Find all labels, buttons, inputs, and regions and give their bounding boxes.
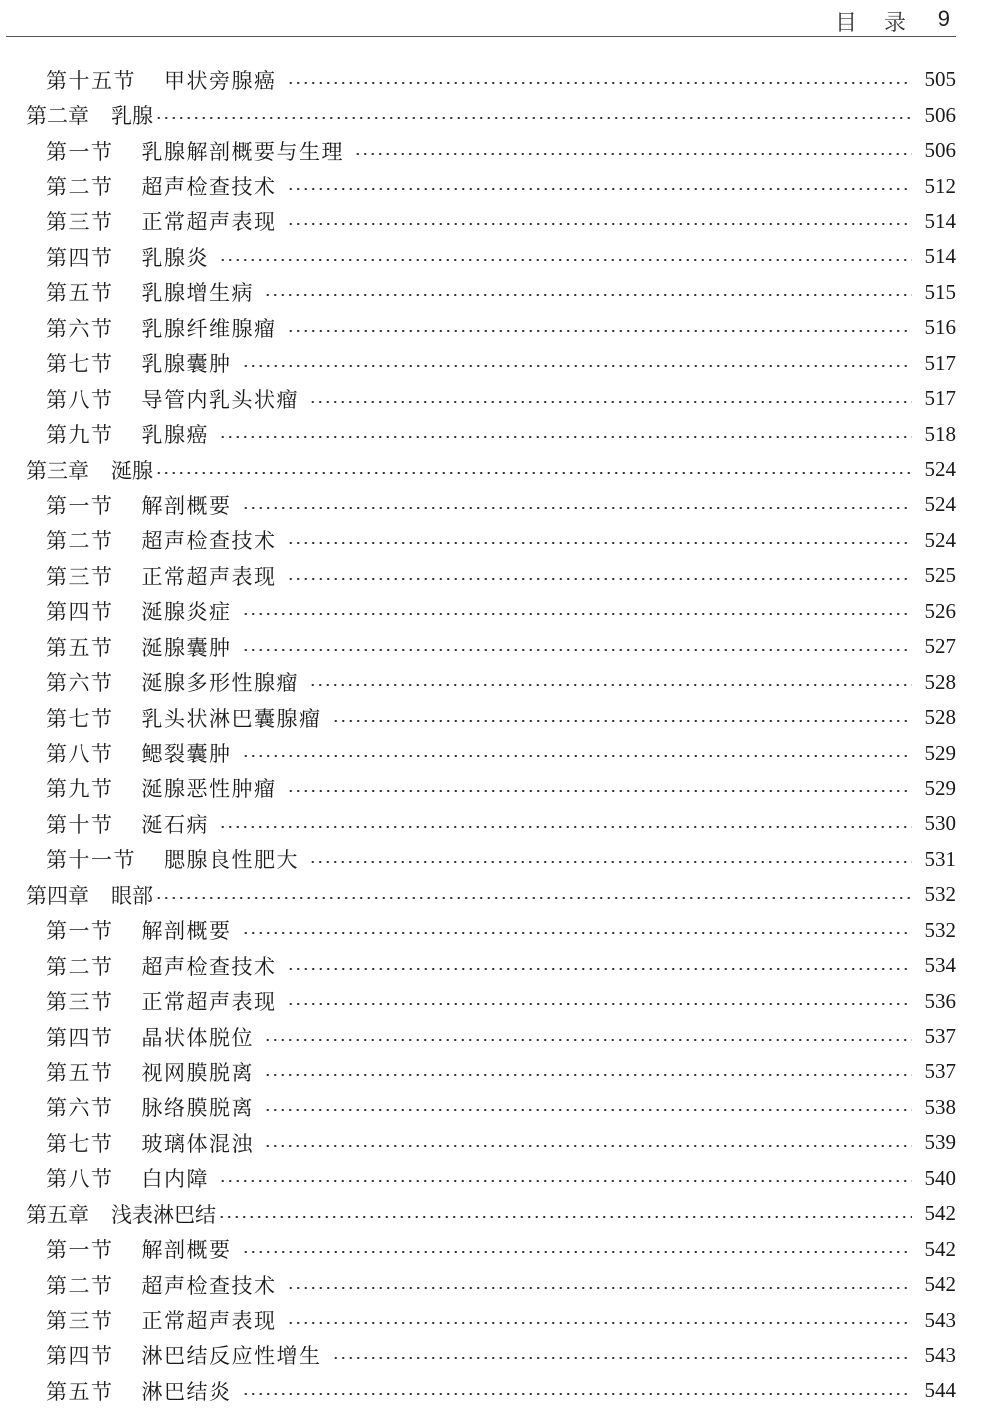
toc-entry-label: [46, 1022, 254, 1052]
toc-entry-label: [46, 1163, 209, 1193]
toc-entry-page-number: 542: [924, 1201, 956, 1226]
toc-entry-title: 鳃裂囊肿: [141, 742, 232, 767]
toc-entry-title: 视网膜脱离: [141, 1060, 254, 1085]
toc-entry-title: 解剖概要: [141, 493, 232, 518]
toc-section-entry[interactable]: [0, 487, 956, 522]
toc-entry-page-number: 518: [924, 421, 956, 446]
toc-section-entry[interactable]: [0, 133, 956, 168]
toc-entry-page-number: 517: [924, 386, 956, 411]
toc-entry-title: 涎腺囊肿: [141, 635, 232, 660]
toc-section-entry[interactable]: [0, 983, 956, 1018]
dot-leader: [219, 1180, 912, 1182]
toc-entry-number: 第七节: [46, 352, 114, 377]
toc-entry-title: 解剖概要: [141, 1238, 232, 1263]
toc-entry-label: [46, 171, 277, 201]
toc-entry-title: 乳腺炎: [141, 245, 209, 270]
toc-entry-title: 眼部: [111, 883, 153, 908]
toc-section-entry[interactable]: [0, 1267, 956, 1302]
toc-entry-page-number: 534: [924, 953, 956, 978]
toc-entry-label: [46, 773, 277, 803]
toc-entry-label: [46, 1270, 277, 1300]
toc-entry-title: 超声检查技术: [141, 954, 277, 979]
toc-entry-title: 腮腺良性肥大: [164, 848, 299, 873]
dot-leader: [264, 1074, 912, 1076]
toc-entry-page-number: 506: [924, 138, 956, 163]
toc-entry-number: 第三节: [46, 564, 114, 589]
toc-entry-title: 超声检查技术: [141, 1273, 277, 1298]
dot-leader: [287, 1287, 913, 1289]
toc-section-entry[interactable]: [0, 1090, 956, 1125]
toc-entry-label: [46, 206, 277, 236]
toc-entry-title: 涎石病: [141, 812, 209, 837]
toc-entry-label: [46, 809, 209, 839]
header-page-number: 9: [937, 6, 950, 31]
toc-entry-number: 第二节: [46, 1273, 114, 1298]
dot-leader: [155, 472, 912, 474]
toc-entry-title: 涎腺恶性肿瘤: [141, 777, 277, 802]
toc-entry-number: 第四节: [46, 1025, 114, 1050]
toc-entry-title: 淋巴结炎: [141, 1379, 232, 1404]
toc-entry-page-number: 528: [924, 669, 956, 694]
dot-leader: [218, 1216, 912, 1218]
dot-leader: [219, 259, 912, 261]
toc-entry-title: 晶状体脱位: [141, 1025, 254, 1050]
toc-entry-page-number: 514: [924, 208, 956, 233]
dot-leader: [332, 1357, 913, 1359]
table-of-contents: [0, 62, 1000, 1409]
toc-entry-number: 第九节: [46, 423, 114, 448]
toc-entry-page-number: 543: [924, 1342, 956, 1367]
toc-entry-label: [26, 455, 153, 485]
toc-section-entry[interactable]: [0, 1161, 956, 1196]
dot-leader: [242, 613, 913, 615]
toc-entry-number: 第四节: [46, 245, 114, 270]
dot-leader: [287, 1322, 913, 1324]
toc-entry-label: [46, 1092, 254, 1122]
toc-entry-page-number: 517: [924, 350, 956, 375]
dot-leader: [287, 188, 913, 190]
toc-section-entry[interactable]: [0, 948, 956, 983]
toc-entry-page-number: 532: [924, 917, 956, 942]
toc-entry-number: 第四章: [26, 883, 89, 908]
toc-entry-title: 正常超声表现: [141, 990, 277, 1015]
toc-entry-number: 第八节: [46, 1167, 114, 1192]
toc-section-entry[interactable]: [0, 381, 956, 416]
toc-entry-number: 第五节: [46, 635, 114, 660]
toc-entry-title: 超声检查技术: [141, 529, 277, 554]
toc-entry-page-number: 529: [924, 740, 956, 765]
toc-entry-title: 乳腺增生病: [141, 281, 254, 306]
dot-leader: [242, 932, 913, 934]
toc-entry-page-number: 514: [924, 244, 956, 269]
toc-chapter-entry[interactable]: [0, 877, 956, 912]
toc-entry-page-number: 536: [924, 988, 956, 1013]
dot-leader: [354, 153, 912, 155]
toc-entry-page-number: 538: [924, 1094, 956, 1119]
toc-section-entry[interactable]: [0, 239, 956, 274]
dot-leader: [242, 649, 913, 651]
toc-entry-page-number: 531: [924, 846, 956, 871]
toc-entry-number: 第五节: [46, 1060, 114, 1085]
toc-entry-number: 第三章: [26, 458, 89, 483]
toc-entry-label: [46, 738, 232, 768]
toc-entry-label: [46, 951, 277, 981]
dot-leader: [155, 897, 912, 899]
dot-leader: [264, 294, 912, 296]
dot-leader: [242, 1251, 913, 1253]
toc-entry-number: 第五节: [46, 281, 114, 306]
toc-entry-label: [46, 915, 232, 945]
running-header: [0, 0, 1000, 38]
toc-section-entry[interactable]: [0, 558, 956, 593]
toc-entry-page-number: 539: [924, 1130, 956, 1155]
toc-entry-label: [46, 384, 299, 414]
toc-entry-number: 第二章: [26, 104, 89, 129]
dot-leader: [264, 1039, 912, 1041]
toc-section-entry[interactable]: [0, 168, 956, 203]
toc-entry-page-number: 524: [924, 457, 956, 482]
toc-section-entry[interactable]: [0, 62, 956, 97]
toc-section-entry[interactable]: [0, 1125, 956, 1160]
toc-section-entry[interactable]: [0, 700, 956, 735]
toc-entry-page-number: 515: [924, 279, 956, 304]
toc-entry-label: [46, 667, 299, 697]
toc-entry-label: [46, 1057, 254, 1087]
toc-entry-page-number: 506: [924, 102, 956, 127]
toc-entry-number: 第六节: [46, 316, 114, 341]
toc-section-entry[interactable]: [0, 346, 956, 381]
dot-leader: [287, 330, 913, 332]
toc-entry-number: 第三节: [46, 210, 114, 235]
dot-leader: [309, 861, 912, 863]
toc-section-entry[interactable]: [0, 1231, 956, 1266]
dot-leader: [287, 1003, 913, 1005]
toc-entry-number: 第十五节: [46, 68, 136, 93]
dot-leader: [287, 542, 913, 544]
toc-entry-number: 第三节: [46, 990, 114, 1015]
toc-section-entry[interactable]: [0, 664, 956, 699]
header-rule: [6, 36, 956, 37]
toc-entry-number: 第四节: [46, 600, 114, 625]
toc-chapter-entry[interactable]: [0, 97, 956, 132]
toc-entry-label: [46, 65, 277, 95]
toc-entry-title: 涎腺多形性腺瘤: [141, 671, 299, 696]
toc-entry-title: 玻璃体混浊: [141, 1131, 254, 1156]
toc-entry-page-number: 537: [924, 1059, 956, 1084]
toc-entry-title: 解剖概要: [141, 919, 232, 944]
toc-entry-number: 第六节: [46, 1096, 114, 1121]
toc-entry-label: [46, 986, 277, 1016]
toc-entry-label: [46, 242, 209, 272]
toc-entry-label: [46, 136, 344, 166]
toc-entry-label: [46, 1376, 232, 1406]
toc-section-entry[interactable]: [0, 594, 956, 629]
toc-entry-title: 乳腺纤维腺瘤: [141, 316, 277, 341]
toc-section-entry[interactable]: [0, 1054, 956, 1089]
toc-section-entry[interactable]: [0, 1019, 956, 1054]
toc-entry-label: [26, 880, 153, 910]
toc-section-entry[interactable]: [0, 204, 956, 239]
toc-entry-title: 白内障: [141, 1167, 209, 1192]
dot-leader: [242, 1393, 913, 1395]
header-title: 目 录: [835, 11, 916, 36]
toc-entry-number: 第十节: [46, 812, 114, 837]
toc-section-entry[interactable]: [0, 1302, 956, 1337]
dot-leader: [155, 117, 912, 119]
toc-entry-page-number: 505: [924, 67, 956, 92]
toc-entry-label: [46, 313, 277, 343]
toc-entry-page-number: 525: [924, 563, 956, 588]
toc-entry-page-number: 544: [924, 1378, 956, 1403]
toc-section-entry[interactable]: [0, 275, 956, 310]
toc-entry-label: [46, 490, 232, 520]
toc-entry-number: 第五章: [26, 1202, 89, 1227]
toc-entry-title: 导管内乳头状瘤: [141, 387, 299, 412]
toc-entry-label: [46, 525, 277, 555]
toc-entry-number: 第六节: [46, 671, 114, 696]
toc-entry-number: 第十一节: [46, 848, 136, 873]
toc-entry-number: 第七节: [46, 1131, 114, 1156]
toc-entry-page-number: 524: [924, 527, 956, 552]
toc-entry-page-number: 537: [924, 1024, 956, 1049]
toc-entry-title: 乳头状淋巴囊腺瘤: [141, 706, 322, 731]
toc-entry-label: [46, 1305, 277, 1335]
toc-entry-page-number: 528: [924, 705, 956, 730]
toc-entry-title: 浅表淋巴结: [111, 1202, 216, 1227]
toc-entry-label: [26, 1199, 216, 1229]
toc-entry-label: [46, 561, 277, 591]
toc-entry-label: [46, 632, 232, 662]
dot-leader: [287, 968, 913, 970]
toc-entry-number: 第一节: [46, 139, 114, 164]
toc-entry-title: 超声检查技术: [141, 175, 277, 200]
toc-entry-page-number: 516: [924, 315, 956, 340]
toc-entry-label: [46, 703, 322, 733]
toc-entry-number: 第一节: [46, 1238, 114, 1263]
toc-entry-title: 甲状旁腺癌: [164, 68, 277, 93]
toc-entry-title: 脉络膜脱离: [141, 1096, 254, 1121]
dot-leader: [242, 507, 913, 509]
dot-leader: [264, 1109, 912, 1111]
toc-entry-title: 正常超声表现: [141, 210, 277, 235]
dot-leader: [242, 755, 913, 757]
toc-entry-title: 涎腺炎症: [141, 600, 232, 625]
toc-section-entry[interactable]: [0, 806, 956, 841]
toc-section-entry[interactable]: [0, 735, 956, 770]
toc-entry-title: 乳腺癌: [141, 423, 209, 448]
toc-entry-page-number: 529: [924, 775, 956, 800]
toc-chapter-entry[interactable]: [0, 1196, 956, 1231]
toc-entry-title: 正常超声表现: [141, 564, 277, 589]
toc-entry-number: 第二节: [46, 529, 114, 554]
dot-leader: [287, 223, 913, 225]
toc-section-entry[interactable]: [0, 416, 956, 451]
toc-entry-label: [46, 348, 232, 378]
toc-entry-label: [26, 100, 153, 130]
toc-entry-title: 涎腺: [111, 458, 153, 483]
dot-leader: [332, 720, 913, 722]
toc-entry-label: [46, 277, 254, 307]
toc-entry-page-number: 532: [924, 882, 956, 907]
toc-entry-label: [46, 1128, 254, 1158]
dot-leader: [264, 1145, 912, 1147]
toc-entry-page-number: 543: [924, 1307, 956, 1332]
toc-section-entry[interactable]: [0, 913, 956, 948]
toc-entry-title: 乳腺囊肿: [141, 352, 232, 377]
toc-section-entry[interactable]: [0, 771, 956, 806]
toc-entry-number: 第八节: [46, 387, 114, 412]
toc-section-entry[interactable]: [0, 1338, 956, 1373]
dot-leader: [287, 82, 913, 84]
toc-entry-label: [46, 419, 209, 449]
toc-entry-label: [46, 596, 232, 626]
toc-entry-number: 第一节: [46, 493, 114, 518]
dot-leader: [309, 684, 912, 686]
toc-entry-title: 乳腺: [111, 104, 153, 129]
toc-chapter-entry[interactable]: [0, 452, 956, 487]
toc-entry-label: [46, 1234, 232, 1264]
toc-entry-page-number: 524: [924, 492, 956, 517]
dot-leader: [242, 365, 913, 367]
toc-entry-number: 第七节: [46, 706, 114, 731]
toc-entry-label: [46, 844, 299, 874]
toc-entry-page-number: 542: [924, 1272, 956, 1297]
dot-leader: [287, 790, 913, 792]
dot-leader: [219, 826, 912, 828]
toc-entry-page-number: 526: [924, 598, 956, 623]
dot-leader: [309, 401, 912, 403]
toc-entry-page-number: 540: [924, 1165, 956, 1190]
dot-leader: [219, 436, 912, 438]
toc-section-entry[interactable]: [0, 523, 956, 558]
toc-section-entry[interactable]: [0, 310, 956, 345]
toc-entry-number: 第一节: [46, 919, 114, 944]
toc-entry-number: 第八节: [46, 742, 114, 767]
toc-entry-number: 第五节: [46, 1379, 114, 1404]
toc-entry-title: 淋巴结反应性增生: [141, 1344, 322, 1369]
toc-entry-title: 乳腺解剖概要与生理: [141, 139, 344, 164]
toc-entry-title: 正常超声表现: [141, 1309, 277, 1334]
toc-entry-number: 第四节: [46, 1344, 114, 1369]
toc-entry-number: 第九节: [46, 777, 114, 802]
toc-entry-page-number: 512: [924, 173, 956, 198]
toc-section-entry[interactable]: [0, 629, 956, 664]
toc-entry-label: [46, 1340, 322, 1370]
dot-leader: [287, 578, 913, 580]
toc-section-entry[interactable]: [0, 842, 956, 877]
toc-entry-number: 第二节: [46, 954, 114, 979]
toc-entry-page-number: 542: [924, 1236, 956, 1261]
toc-entry-page-number: 527: [924, 634, 956, 659]
toc-section-entry[interactable]: [0, 1373, 956, 1408]
toc-entry-number: 第三节: [46, 1309, 114, 1334]
toc-entry-number: 第二节: [46, 175, 114, 200]
toc-entry-page-number: 530: [924, 811, 956, 836]
